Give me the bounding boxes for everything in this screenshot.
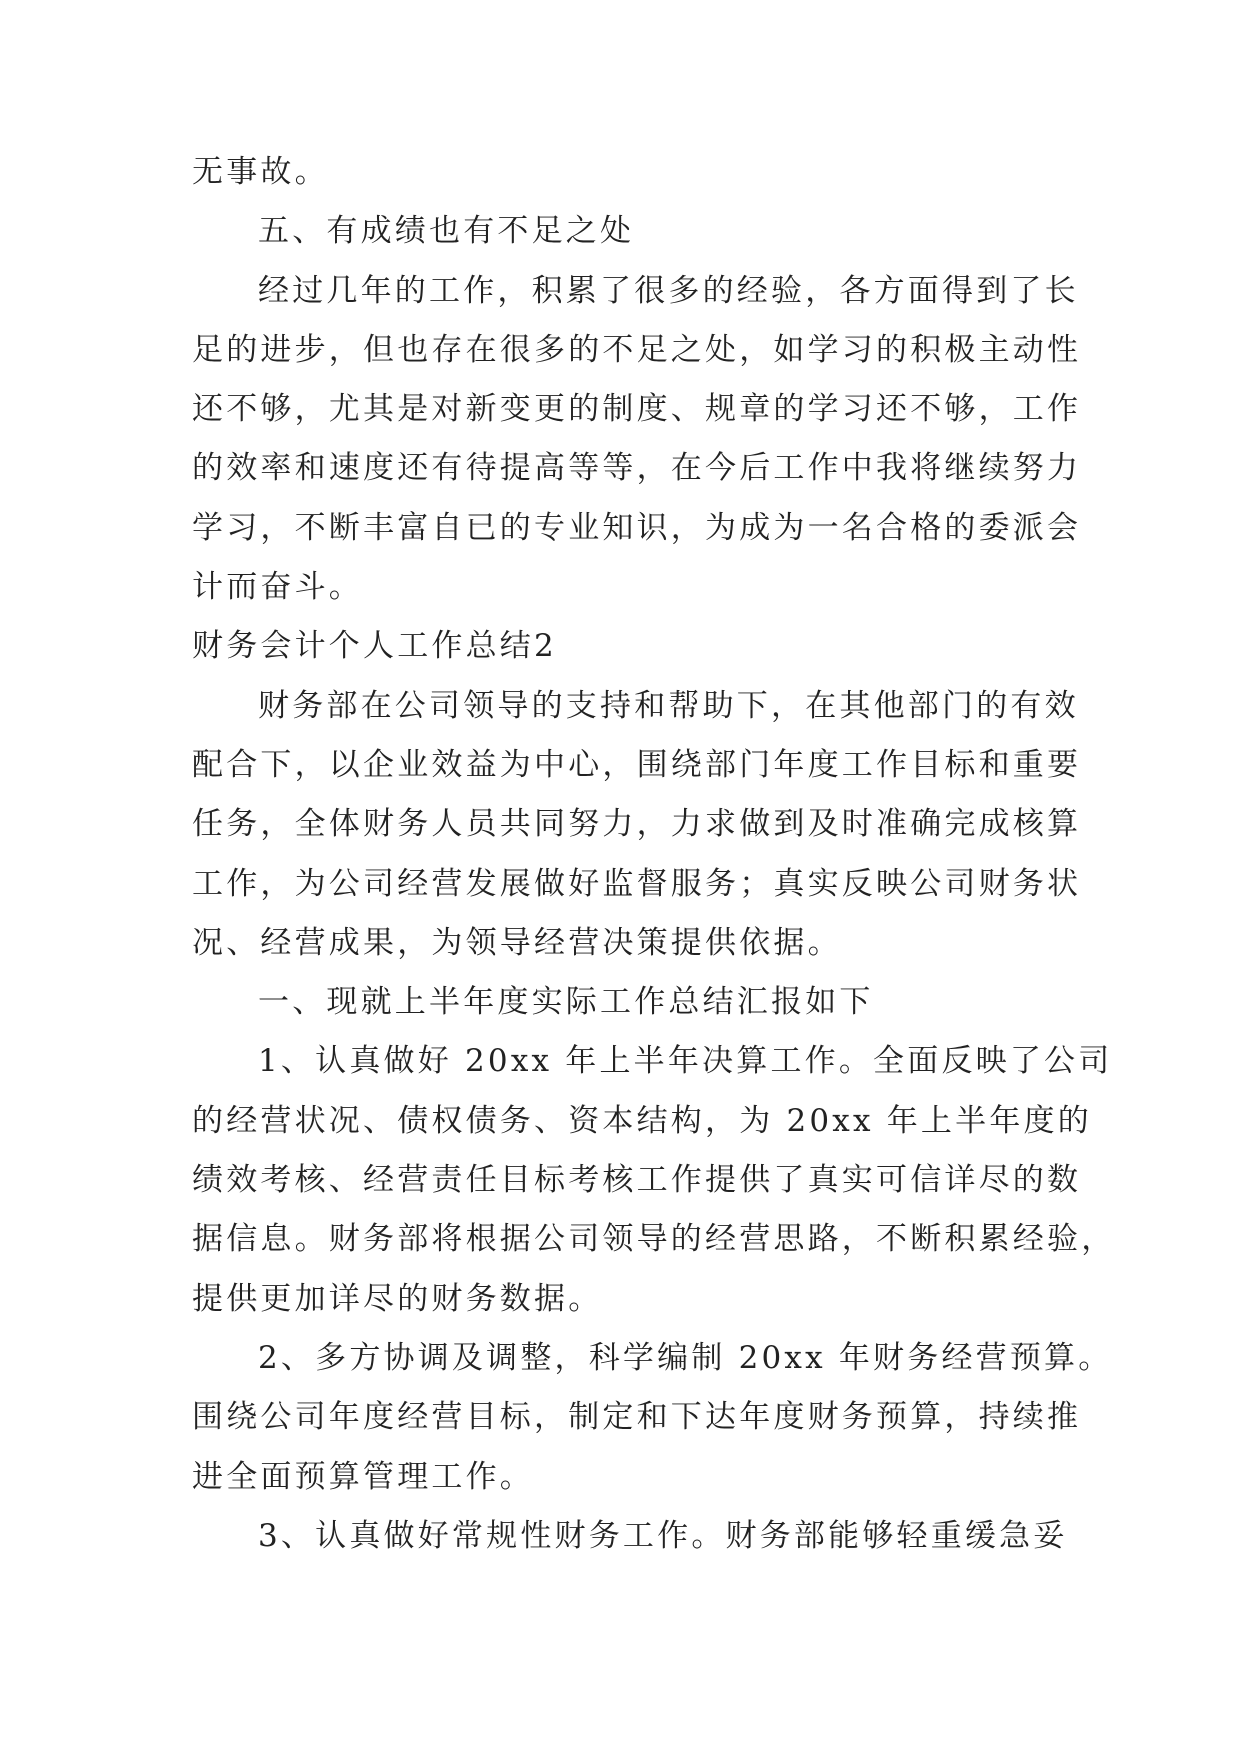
text-line: 的经营状况、债权债务、资本结构，为 20xx 年上半年度的 bbox=[192, 1102, 1092, 1139]
text-line: 工作，为公司经营发展做好监督服务；真实反映公司财务状 bbox=[192, 865, 1082, 902]
section-heading: 五、有成绩也有不足之处 bbox=[258, 213, 635, 250]
text-line: 学习，不断丰富自已的专业知识，为成为一名合格的委派会 bbox=[192, 509, 1082, 546]
text-line: 1、认真做好 20xx 年上半年决算工作。全面反映了公司 bbox=[258, 1043, 1113, 1080]
text-line: 2、多方协调及调整，科学编制 20xx 年财务经营预算。 bbox=[258, 1339, 1113, 1376]
text-line: 进全面预算管理工作。 bbox=[192, 1458, 534, 1495]
text-line: 3、认真做好常规性财务工作。财务部能够轻重缓急妥 bbox=[258, 1517, 1068, 1554]
text-line: 提供更加详尽的财务数据。 bbox=[192, 1280, 603, 1317]
section-heading: 一、现就上半年度实际工作总结汇报如下 bbox=[258, 984, 874, 1021]
text-line: 任务，全体财务人员共同努力，力求做到及时准确完成核算 bbox=[192, 806, 1082, 843]
text-line: 经过几年的工作，积累了很多的经验，各方面得到了长 bbox=[258, 272, 1079, 309]
text-line: 据信息。财务部将根据公司领导的经营思路，不断积累经验， bbox=[192, 1221, 1116, 1258]
document-title: 财务会计个人工作总结2 bbox=[192, 628, 557, 665]
text-line: 的效率和速度还有待提高等等，在今后工作中我将继续努力 bbox=[192, 450, 1082, 487]
text-line: 无事故。 bbox=[192, 154, 329, 190]
text-line: 还不够，尤其是对新变更的制度、规章的学习还不够，工作 bbox=[192, 391, 1082, 428]
text-line: 配合下，以企业效益为中心，围绕部门年度工作目标和重要 bbox=[192, 746, 1082, 783]
text-line: 况、经营成果，为领导经营决策提供依据。 bbox=[192, 924, 842, 961]
text-line: 计而奋斗。 bbox=[192, 569, 363, 606]
document-body bbox=[192, 152, 1116, 1575]
text-line: 围绕公司年度经营目标，制定和下达年度财务预算，持续推 bbox=[192, 1399, 1082, 1436]
text-line: 财务部在公司领导的支持和帮助下，在其他部门的有效 bbox=[258, 687, 1079, 724]
text-line: 绩效考核、经营责任目标考核工作提供了真实可信详尽的数 bbox=[192, 1162, 1082, 1199]
text-line: 足的进步，但也存在很多的不足之处，如学习的积极主动性 bbox=[192, 331, 1082, 368]
